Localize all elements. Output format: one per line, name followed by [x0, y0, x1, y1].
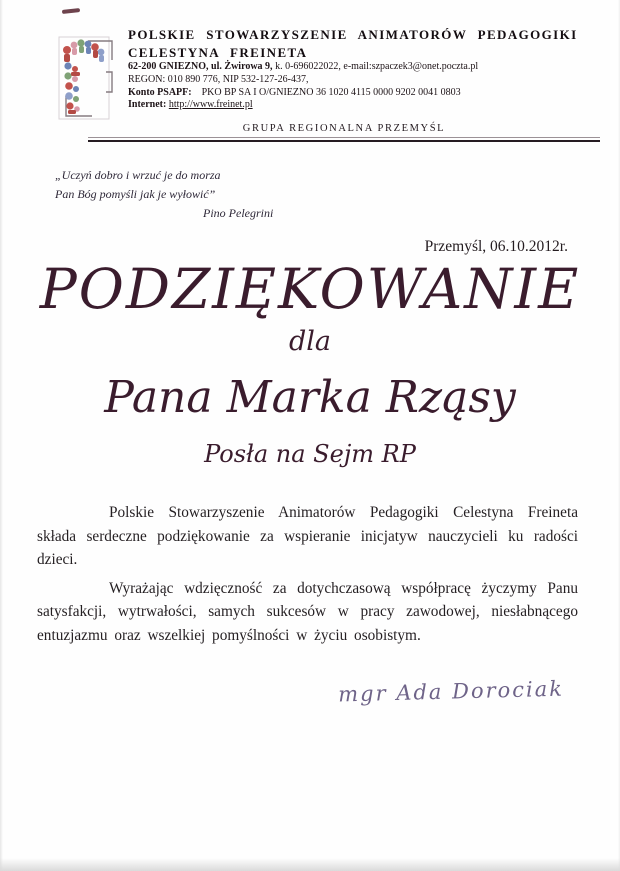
org-name-line2: CELESTYNA FREINETA: [128, 44, 308, 60]
letter-body: [37, 501, 578, 648]
org-name-line1: POLSKIE STOWARZYSZENIE ANIMATORÓW PEDAGOGIKI: [128, 27, 578, 42]
regional-group-line: GRUPA REGIONALNA PRZEMYŚL: [242, 123, 446, 134]
handwritten-signature: mgr Ada Dorociak: [337, 676, 565, 707]
freinet-logo-figures: [58, 36, 116, 122]
scan-edge-left: [0, 0, 3, 871]
scan-artifact-mark: [62, 8, 80, 14]
letterhead-text: [128, 24, 578, 122]
scan-edge-bottom: [0, 858, 620, 871]
regon-nip-line: REGON: 010 890 776, NIP 532-127-26-437,: [128, 73, 309, 85]
letterhead: [58, 24, 600, 122]
body-paragraph-1: Polskie Stowarzyszenie Animatorów Pedagogiki Celestyna Freineta składa serdeczne podziękowanie za wspieranie inicjatyw nauczycieli ku radości dzieci.: [37, 504, 578, 569]
konto-line: [128, 87, 578, 100]
website-url: http://www.freinet.pl: [168, 99, 253, 111]
address-bold: 62-200 GNIEZNO, ul. Żwirowa 9,: [128, 61, 273, 72]
recipient-role: Posła na Sejm RP: [204, 440, 416, 468]
quote-author: Pino Pelegrini: [203, 206, 274, 220]
konto-value: PKO BP SA I O/GNIEZNO 36 1020 4115 0000 9202 0041 0803: [201, 86, 461, 98]
freinet-logo-icon: [58, 36, 116, 122]
motto-quote: [55, 166, 375, 223]
letterhead-rule: [88, 137, 600, 142]
salutation: dla: [288, 326, 332, 357]
internet-label: Internet:: [128, 99, 167, 111]
letter-title: PODZIĘKOWANIE: [39, 257, 581, 321]
recipient-name: Pana Marka Rząsy: [104, 372, 516, 423]
address-line: [128, 61, 578, 74]
konto-label: Konto PSAPF:: [128, 86, 192, 98]
quote-line2: Pan Bóg pomyśli jak je wyłowić”: [55, 187, 216, 201]
address-rest: k. 0-696022022, e-mail:szpaczek3@onet.poczta.pl: [272, 61, 479, 72]
internet-line: [128, 99, 578, 112]
place-and-date: Przemyśl, 06.10.2012r.: [424, 238, 568, 255]
body-paragraph-2: Wyrażając wdzięczność za dotychczasową współpracę życzymy Panu satysfakcji, wytrwałości, samych sukcesów w pracy zawodowej, niesłabnącego entuzjazmu oraz wszelkiej pomyślności w życiu osobistym.: [37, 579, 578, 644]
quote-line1: „Uczyń dobro i wrzuć je do morza: [55, 168, 221, 182]
